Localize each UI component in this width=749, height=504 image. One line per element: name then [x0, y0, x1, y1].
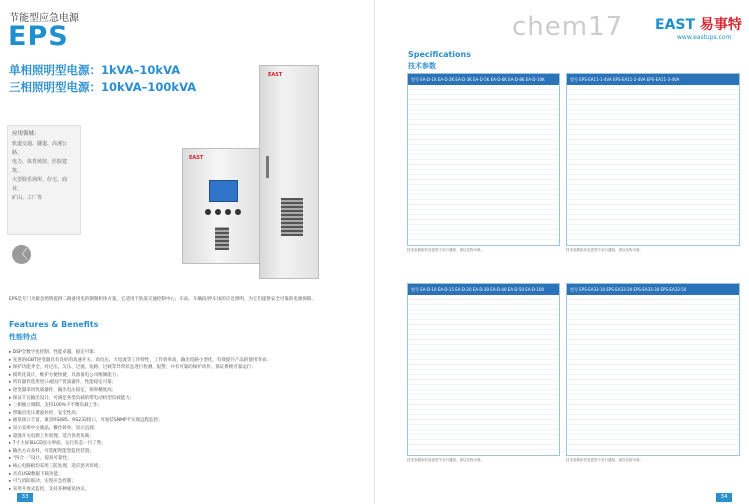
table-header: 型号 EPS-EA33-10 EPS-EA33-20 EPS-EA33-30 EPS-EA33-50 [567, 284, 739, 295]
brand-cn: 易事特 [699, 17, 742, 33]
application-line: 大型娱乐场所、住宅、商业、 [12, 177, 68, 192]
knob [205, 209, 211, 215]
brand-logo [655, 14, 742, 41]
page-number: 33 [17, 493, 33, 502]
spec-note: 技术参数如有变更恕不另行通知，请以实物为准。 [566, 248, 643, 252]
features-list [9, 349, 361, 493]
cabinet-logo: EAST [268, 72, 283, 78]
spec-table-three-phase-b [566, 283, 740, 456]
single-phase-range: 单相照明型电源：1kVA–10kVA [9, 63, 181, 77]
applications-heading: 应用领域： [12, 131, 40, 137]
watermark: chem17 [512, 12, 624, 42]
table-header: 型号 EA-D-10 EA-D-15 EA-D-20 EA-D-30 EA-D-40 EA-D-50 EA-D-100 [408, 284, 559, 295]
spec-table-three-phase-a [407, 283, 560, 456]
feature-item: ▸ 所有器件选用进口或国产优质器件，性能稳定可靠； [9, 379, 361, 387]
page-number: 34 [716, 493, 732, 502]
table-header: 型号 EPS-EA11-1-4VA EPS-EA11-2-4VA EPS-EA11-3-4VA [567, 74, 739, 85]
product-title: EPS [8, 21, 69, 52]
brand-name: EAST [655, 17, 696, 33]
feature-item: ▸ 通讯接口丰富，兼容RS485、RS232接口，可加装SNMP卡实现远程监控； [9, 417, 361, 425]
door-handle [266, 156, 269, 178]
feature-item: ▸ 保证千瓦输出设计，可满足各类负载的带电动机型负载能力； [9, 395, 361, 403]
features-subheading: 性能特点 [9, 333, 37, 341]
knob [225, 209, 231, 215]
spec-table-single-phase-b [566, 73, 740, 246]
feature-item: ▸ 可与消防联动，实现应急控制； [9, 478, 361, 486]
table-rows [567, 85, 739, 244]
vent-grille [281, 198, 303, 236]
feature-item: ▸ 三相独立调制，支持100%不平衡负载工作； [9, 402, 361, 410]
application-line: 电力、体育场馆、医院建筑、 [12, 159, 68, 174]
feature-item: ▸ “四合一”设计，提高可靠性； [9, 455, 361, 463]
table-rows [408, 85, 559, 244]
product-subtitle: 节能型应急电源 [9, 13, 79, 24]
feature-item: ▸ 逆变器采用优质器件，输出电压稳定，频率精度高； [9, 387, 361, 395]
feature-item: ▸ 输出方式多样，可选配智能型监控装置； [9, 448, 361, 456]
previous-page-button[interactable]: 〈 [12, 245, 31, 264]
table-header: 型号 EA-D-1K EA-D-2K EA-D-3K EA-D-5K EA-D-6K EA-D-8K EA-D-10K [408, 74, 559, 85]
eps-cabinet-tall-image [259, 65, 319, 279]
feature-item: ▸ 带输出电压谐波补偿，安全性高； [9, 410, 361, 418]
brand-url: www.eastups.com [677, 34, 732, 41]
application-line: 矿山、工厂等 [12, 195, 43, 201]
three-phase-range: 三相照明型电源：10kVA–100kVA [9, 80, 197, 94]
cabinet-logo: EAST [189, 155, 204, 161]
table-rows [408, 295, 559, 454]
spec-note: 技术参数如有变更恕不另行通知，请以实物为准。 [407, 248, 484, 252]
knob [235, 209, 241, 215]
feature-item: ▸ 模块化设计，维护方便快捷，具备备电公司维修能力； [9, 372, 361, 380]
table-rows [567, 295, 739, 454]
feature-item: ▸ DSP全数字化控制，性能卓越，稳定可靠； [9, 349, 361, 357]
feature-item: ▸ 具有USB数据下载功能； [9, 471, 361, 479]
lcd-screen [209, 180, 238, 202]
spec-subheading: 技术参数 [408, 62, 436, 70]
features-heading: Features & Benefits [9, 320, 99, 329]
feature-item: ▸ 7寸大屏幕LCD显示界面，运行状态一目了然； [9, 440, 361, 448]
feature-item: ▸ 超强开关电源工作原理，适合各类负载； [9, 433, 361, 441]
feature-item: ▸ 采用开放式监控，支持多种通讯协议。 [9, 486, 361, 494]
feature-item: ▸ 核心电路板均采用三防处理，适应恶劣环境； [9, 463, 361, 471]
intro-text: EPS是专门为紧急照明提供二路备用电的钢制柜体方案，它适用于轨道交通控制中心、车站、车辆段/停车场的应急照明，为它们提供安全可靠的电源保障。 [9, 297, 316, 302]
eps-cabinet-small-image [182, 148, 261, 264]
knob [215, 209, 221, 215]
applications-box [7, 125, 81, 235]
feature-item: ▸ 显示采用中文液晶，操作简单，显示直观； [9, 425, 361, 433]
spec-note: 技术参数如有变更恕不另行通知，请以实物为准。 [407, 458, 484, 462]
application-line: 轨道交通、隧道、高速公路、 [12, 141, 68, 156]
feature-item: ▸ 先进的IGBT逆变器具有良好的高速开关、高电压、大电流等工作特性，工作效率高，输出电路小型化，有效提升产品的使用寿命； [9, 357, 361, 365]
spec-heading: Specifications [408, 50, 471, 59]
spec-table-single-phase-a [407, 73, 560, 246]
vent-grille [215, 227, 229, 250]
feature-item: ▸ 保护功能齐全，对过压、欠压、过流、短路、过载等异常状态进行检测，报警，并有可靠的保护动作，保证系统可靠运行； [9, 364, 361, 372]
spec-note: 技术参数如有变更恕不另行通知，请以实物为准。 [566, 458, 643, 462]
